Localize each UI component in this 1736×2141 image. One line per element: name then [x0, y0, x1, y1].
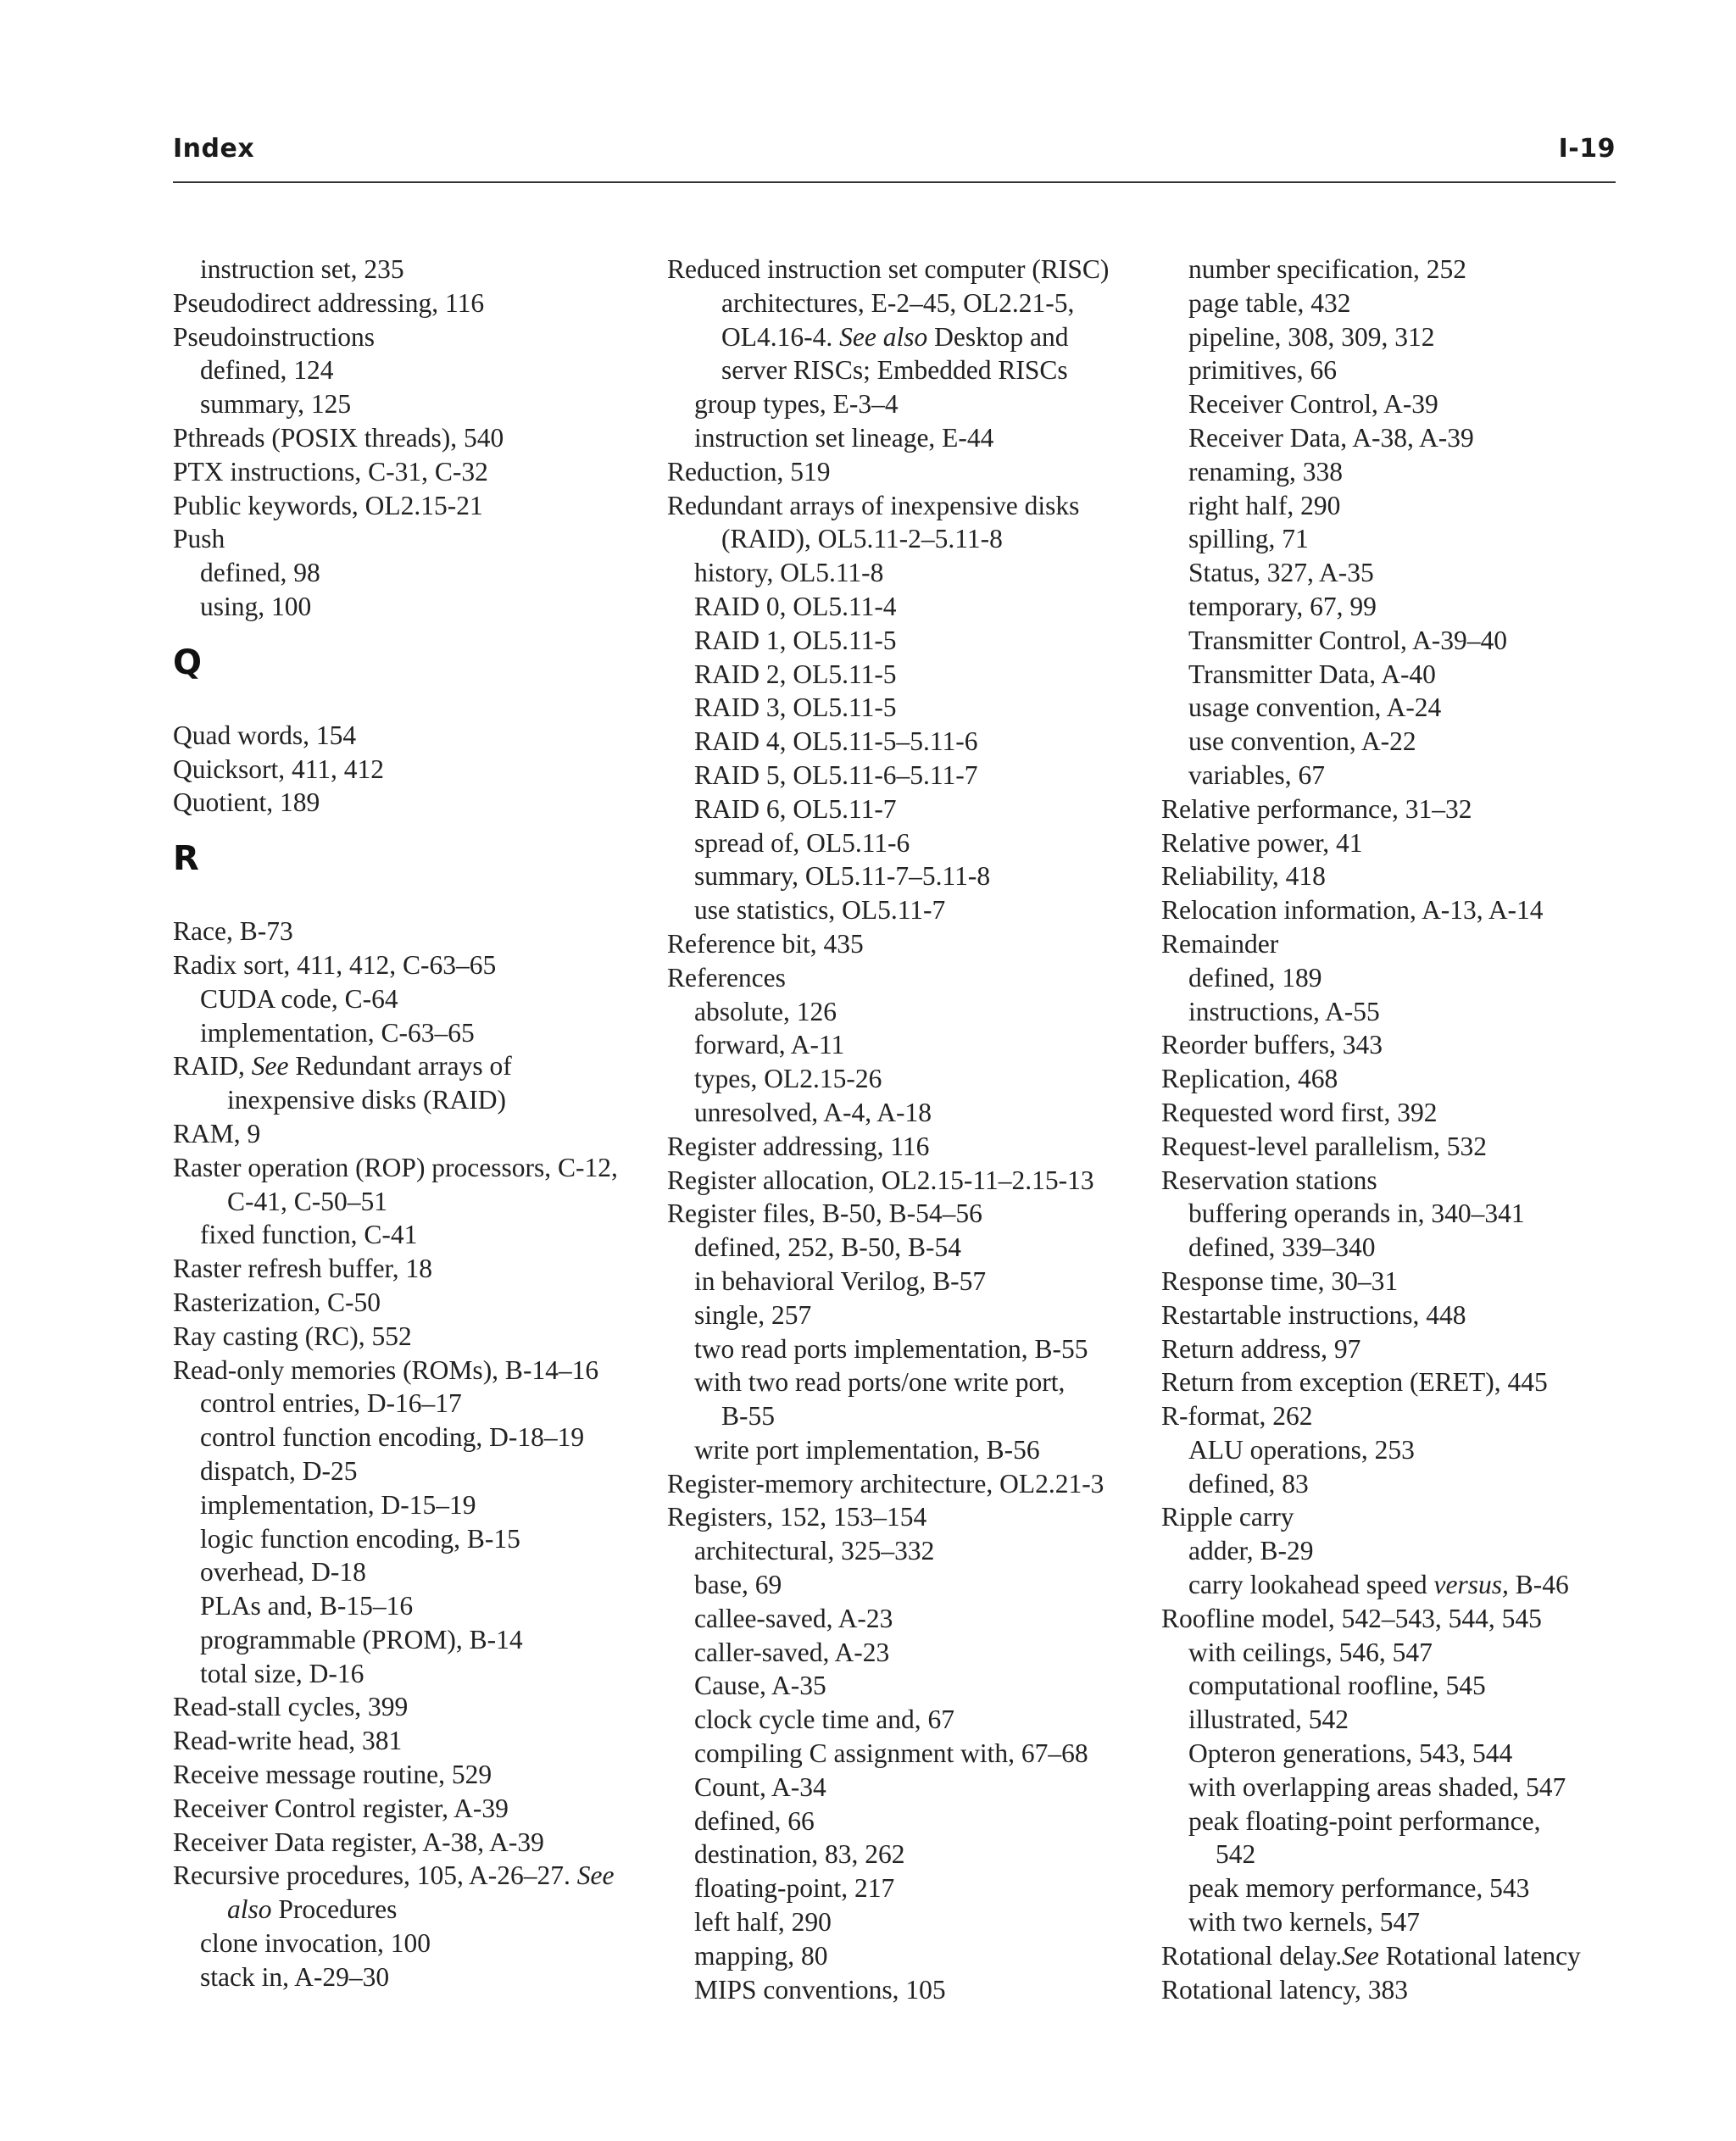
index-subentry: defined, 339–340 [1188, 1232, 1376, 1263]
index-main-entry: PTX instructions, C-31, C-32 [173, 456, 488, 487]
index-subentry: Opteron generations, 543, 544 [1188, 1738, 1513, 1769]
index-main-entry: Pseudodirect addressing, 116 [173, 287, 485, 318]
index-main-entry: Redundant arrays of inexpensive disks [667, 490, 1080, 520]
index-main-entry: References [667, 962, 786, 993]
index-main-entry: Rotational delay.See Rotational latency [1161, 1940, 1581, 1971]
index-main-entry: RAID, See Redundant arrays of [173, 1051, 512, 1082]
index-subentry: in behavioral Verilog, B-57 [694, 1265, 987, 1296]
index-main-entry: Register files, B-50, B-54–56 [667, 1198, 982, 1229]
index-subentry: defined, 66 [694, 1805, 815, 1836]
index-subentry: temporary, 67, 99 [1188, 591, 1377, 621]
index-subentry: RAID 5, OL5.11-6–5.11-7 [694, 759, 978, 790]
index-main-entry: Remainder [1161, 928, 1279, 959]
index-block-r [173, 915, 648, 1994]
index-subentry: architectural, 325–332 [694, 1536, 935, 1566]
index-subentry: implementation, C-63–65 [200, 1017, 475, 1048]
index-subentry: defined, 252, B-50, B-54 [694, 1232, 961, 1263]
index-subentry: RAID 4, OL5.11-5–5.11-6 [694, 726, 978, 757]
index-subentry: spread of, OL5.11-6 [694, 827, 910, 858]
index-main-entry: Replication, 468 [1161, 1064, 1338, 1094]
index-subentry: two read ports implementation, B-55 [694, 1333, 1088, 1364]
index-main-entry: Restartable instructions, 448 [1161, 1299, 1466, 1330]
index-subentry: ALU operations, 253 [1188, 1434, 1415, 1465]
index-subentry: RAID 0, OL5.11-4 [694, 591, 897, 621]
index-subentry: types, OL2.15-26 [694, 1064, 882, 1094]
index-subentry: adder, B-29 [1188, 1536, 1314, 1566]
index-subentry: programmable (PROM), B-14 [200, 1624, 523, 1654]
index-subentry: number specification, 252 [1188, 254, 1467, 284]
index-continuation: (RAID), OL5.11-2–5.11-8 [721, 524, 1003, 554]
index-subentry: forward, A-11 [694, 1030, 845, 1060]
index-main-entry: Relative power, 41 [1161, 827, 1363, 858]
index-subentry: Cause, A-35 [694, 1671, 826, 1701]
index-block-col3 [1161, 253, 1636, 2006]
index-main-entry: Race, B-73 [173, 916, 293, 947]
index-subentry: computational roofline, 545 [1188, 1671, 1486, 1701]
index-main-entry: Return from exception (ERET), 445 [1161, 1367, 1548, 1398]
index-main-entry: Register allocation, OL2.15-11–2.15-13 [667, 1165, 1094, 1195]
index-subentry: clone invocation, 100 [200, 1928, 431, 1959]
index-main-entry: Public keywords, OL2.15-21 [173, 490, 483, 520]
index-subentry: MIPS conventions, 105 [694, 1974, 946, 2005]
index-subentry: RAID 6, OL5.11-7 [694, 793, 897, 824]
index-subentry: instruction set lineage, E-44 [694, 422, 994, 453]
index-block-col2 [667, 253, 1142, 2006]
index-subentry: page table, 432 [1188, 287, 1351, 318]
index-subentry: floating-point, 217 [694, 1873, 895, 1904]
index-subentry: base, 69 [694, 1570, 782, 1600]
index-subentry: renaming, 338 [1188, 456, 1343, 487]
index-column-3 [1161, 253, 1636, 2006]
index-block-p [173, 253, 648, 624]
index-subentry: buffering operands in, 340–341 [1188, 1198, 1525, 1229]
index-main-entry: Roofline model, 542–543, 544, 545 [1161, 1603, 1542, 1633]
section-letter-r: R [173, 839, 199, 879]
index-continuation: OL4.16-4. See also Desktop and [721, 321, 1069, 352]
index-subentry: unresolved, A-4, A-18 [694, 1097, 932, 1127]
running-head-title: Index [173, 134, 255, 164]
index-main-entry: Reference bit, 435 [667, 928, 864, 959]
index-main-entry: Reduced instruction set computer (RISC) [667, 254, 1110, 284]
index-subentry: use statistics, OL5.11-7 [694, 895, 946, 926]
section-letter-q: Q [173, 642, 203, 682]
index-subentry: with ceilings, 546, 547 [1188, 1637, 1433, 1667]
index-subentry: usage convention, A-24 [1188, 692, 1442, 723]
index-main-entry: Ray casting (RC), 552 [173, 1321, 412, 1351]
index-subentry: stack in, A-29–30 [200, 1961, 390, 1992]
index-subentry: absolute, 126 [694, 996, 837, 1026]
index-subentry: group types, E-3–4 [694, 389, 899, 420]
index-subentry: carry lookahead speed versus, B-46 [1188, 1570, 1569, 1600]
index-main-entry: Rotational latency, 383 [1161, 1974, 1409, 2005]
index-subentry: control entries, D-16–17 [200, 1388, 462, 1419]
index-subentry: clock cycle time and, 67 [694, 1704, 955, 1735]
index-subentry: overhead, D-18 [200, 1557, 366, 1588]
index-subentry: Receiver Data, A-38, A-39 [1188, 422, 1474, 453]
index-main-entry: Receive message routine, 529 [173, 1760, 492, 1790]
index-subentry: using, 100 [200, 591, 312, 621]
index-main-entry: Raster operation (ROP) processors, C-12, [173, 1152, 618, 1182]
index-subentry: mapping, 80 [694, 1940, 828, 1971]
index-subentry: with two read ports/one write port, [694, 1367, 1066, 1398]
index-subentry: defined, 124 [200, 355, 334, 386]
index-main-entry: Reorder buffers, 343 [1161, 1030, 1383, 1060]
index-subentry: fixed function, C-41 [200, 1220, 418, 1250]
index-block-q [173, 719, 648, 820]
index-main-entry: Request-level parallelism, 532 [1161, 1131, 1488, 1161]
index-continuation: C-41, C-50–51 [227, 1186, 387, 1216]
page-header [173, 127, 1616, 183]
index-subentry: with two kernels, 547 [1188, 1907, 1420, 1938]
index-subentry: Transmitter Data, A-40 [1188, 659, 1436, 689]
index-subentry: destination, 83, 262 [694, 1839, 905, 1870]
index-subentry: logic function encoding, B-15 [200, 1523, 520, 1554]
index-main-entry: Relative performance, 31–32 [1161, 793, 1472, 824]
index-continuation: also Procedures [227, 1894, 398, 1925]
index-subentry: CUDA code, C-64 [200, 983, 398, 1014]
index-subentry: single, 257 [694, 1299, 812, 1330]
index-main-entry: Requested word first, 392 [1161, 1097, 1438, 1127]
index-subentry: illustrated, 542 [1188, 1704, 1349, 1735]
index-subentry: primitives, 66 [1188, 355, 1337, 386]
index-subentry: summary, 125 [200, 389, 352, 420]
index-subentry: callee-saved, A-23 [694, 1603, 893, 1633]
index-main-entry: Return address, 97 [1161, 1333, 1361, 1364]
index-subentry: RAID 1, OL5.11-5 [694, 625, 897, 655]
index-main-entry: Radix sort, 411, 412, C-63–65 [173, 949, 497, 980]
index-subentry: PLAs and, B-15–16 [200, 1591, 414, 1621]
index-subentry: Transmitter Control, A-39–40 [1188, 625, 1507, 655]
index-subentry: left half, 290 [694, 1907, 832, 1938]
index-subentry: summary, OL5.11-7–5.11-8 [694, 861, 991, 892]
index-continuation: architectures, E-2–45, OL2.21-5, [721, 287, 1075, 318]
index-main-entry: Reliability, 418 [1161, 861, 1326, 892]
index-subentry: RAID 3, OL5.11-5 [694, 692, 897, 723]
index-subentry: write port implementation, B-56 [694, 1434, 1040, 1465]
index-subentry: defined, 189 [1188, 962, 1322, 993]
index-main-entry: Registers, 152, 153–154 [667, 1502, 927, 1532]
index-subentry: peak floating-point performance, [1188, 1805, 1541, 1836]
index-main-entry: Pseudoinstructions [173, 321, 376, 352]
index-main-entry: Receiver Control register, A-39 [173, 1793, 509, 1823]
index-main-entry: Register-memory architecture, OL2.21-3 [667, 1468, 1104, 1499]
page-number: I-19 [1558, 134, 1616, 164]
index-continuation: 542 [1216, 1839, 1256, 1870]
index-subentry: with overlapping areas shaded, 547 [1188, 1771, 1566, 1802]
index-main-entry: Read-write head, 381 [173, 1726, 403, 1756]
index-main-entry: Reduction, 519 [667, 456, 831, 487]
index-main-entry: R-format, 262 [1161, 1401, 1313, 1432]
index-subentry: use convention, A-22 [1188, 726, 1416, 757]
index-main-entry: Pthreads (POSIX threads), 540 [173, 422, 504, 453]
index-main-entry: Receiver Data register, A-38, A-39 [173, 1827, 544, 1857]
index-main-entry: Raster refresh buffer, 18 [173, 1254, 433, 1284]
index-subentry: Status, 327, A-35 [1188, 558, 1374, 588]
index-main-entry: Register addressing, 116 [667, 1131, 930, 1161]
index-subentry: spilling, 71 [1188, 524, 1309, 554]
index-column-2 [667, 253, 1142, 2006]
index-main-entry: Quad words, 154 [173, 720, 357, 750]
index-main-entry: Relocation information, A-13, A-14 [1161, 895, 1544, 926]
index-subentry: total size, D-16 [200, 1658, 364, 1688]
index-continuation: B-55 [721, 1401, 775, 1432]
index-main-entry: Read-only memories (ROMs), B-14–16 [173, 1354, 599, 1385]
index-main-entry: Ripple carry [1161, 1502, 1294, 1532]
index-main-entry: Rasterization, C-50 [173, 1287, 381, 1317]
index-subentry: variables, 67 [1188, 759, 1325, 790]
index-main-entry: Recursive procedures, 105, A-26–27. See [173, 1860, 615, 1891]
index-subentry: compiling C assignment with, 67–68 [694, 1738, 1088, 1769]
index-continuation: server RISCs; Embedded RISCs [721, 355, 1068, 386]
index-subentry: instructions, A-55 [1188, 996, 1380, 1026]
index-subentry: defined, 83 [1188, 1468, 1309, 1499]
index-subentry: control function encoding, D-18–19 [200, 1422, 585, 1453]
index-subentry: peak memory performance, 543 [1188, 1873, 1530, 1904]
index-subentry: caller-saved, A-23 [694, 1637, 890, 1667]
index-main-entry: Reservation stations [1161, 1165, 1377, 1195]
index-subentry: instruction set, 235 [200, 254, 404, 284]
index-subentry: history, OL5.11-8 [694, 558, 884, 588]
index-main-entry: Quicksort, 411, 412 [173, 754, 385, 784]
index-column-1 [173, 253, 648, 1994]
index-subentry: Count, A-34 [694, 1771, 826, 1802]
index-subentry: Receiver Control, A-39 [1188, 389, 1438, 420]
index-subentry: pipeline, 308, 309, 312 [1188, 321, 1435, 352]
index-main-entry: Push [173, 524, 225, 554]
index-subentry: dispatch, D-25 [200, 1455, 358, 1486]
index-main-entry: Read-stall cycles, 399 [173, 1692, 409, 1722]
index-subentry: RAID 2, OL5.11-5 [694, 659, 897, 689]
index-main-entry: Response time, 30–31 [1161, 1265, 1399, 1296]
index-subentry: implementation, D-15–19 [200, 1489, 476, 1520]
index-subentry: right half, 290 [1188, 490, 1341, 520]
index-continuation: inexpensive disks (RAID) [227, 1085, 506, 1115]
index-main-entry: RAM, 9 [173, 1118, 261, 1148]
index-main-entry: Quotient, 189 [173, 787, 320, 818]
index-subentry: defined, 98 [200, 558, 320, 588]
